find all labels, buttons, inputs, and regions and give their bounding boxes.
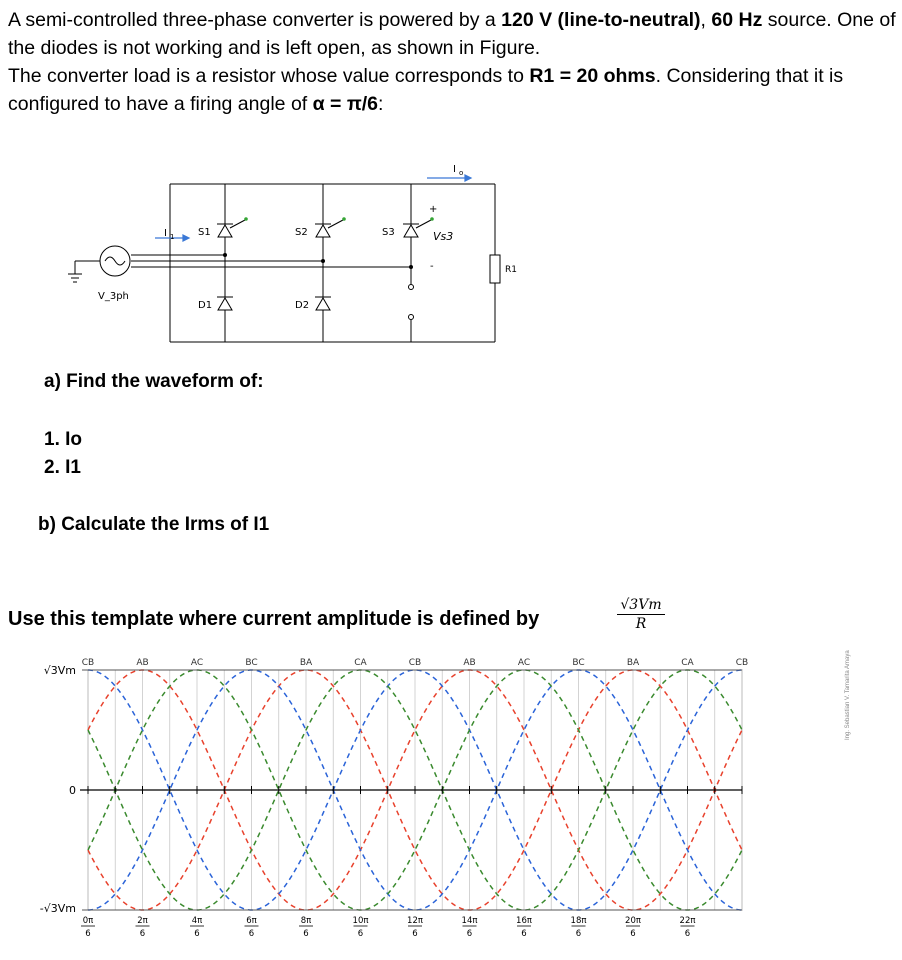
- question-a-title: a) Find the waveform of:: [44, 371, 264, 392]
- x-tick-label: 20π: [625, 916, 641, 926]
- plus-label: +: [429, 204, 438, 215]
- s1-label: S1: [198, 227, 211, 238]
- x-tick-label: 4π: [191, 916, 203, 926]
- x-tick-label: 14π: [461, 916, 478, 926]
- top-label: BA: [626, 658, 640, 668]
- d1-label: D1: [198, 300, 213, 311]
- s3-label: S3: [382, 227, 395, 238]
- top-label: CA: [681, 658, 694, 668]
- top-label: BC: [245, 658, 258, 668]
- x-tick-label: 22π: [679, 916, 696, 926]
- top-label: CA: [354, 658, 367, 668]
- y-tick-label: 0: [69, 784, 76, 797]
- fraction-denominator: R: [635, 616, 647, 632]
- x-tick-denominator: 6: [412, 929, 418, 939]
- x-tick-label: 16π: [516, 916, 532, 926]
- amplitude-fraction: [617, 597, 665, 632]
- d2-label: D2: [295, 300, 310, 311]
- problem-statement: [8, 6, 898, 118]
- top-label: AC: [190, 658, 204, 668]
- io-sub: o: [459, 169, 464, 177]
- top-label: CB: [735, 658, 749, 668]
- x-tick-denominator: 6: [630, 929, 636, 939]
- y-tick-label: √3Vm: [43, 664, 76, 677]
- source-frequency: 60 Hz: [711, 9, 763, 31]
- question-a-list: [44, 426, 82, 482]
- x-tick-label: 18π: [570, 916, 587, 926]
- firing-angle: α = π/6: [312, 93, 379, 115]
- x-tick-denominator: 6: [303, 929, 309, 939]
- top-label: AC: [517, 658, 531, 668]
- minus-label: -: [430, 261, 434, 272]
- top-label: CB: [408, 658, 422, 668]
- template-instruction: Use this template where current amplitude is defined by: [8, 608, 540, 630]
- list-item: 1. Io: [44, 429, 83, 450]
- watermark: Ing. Sebastian V. Tamarita Amaya: [845, 650, 851, 740]
- x-tick-denominator: 6: [521, 929, 527, 939]
- i1-sub: 1: [170, 233, 175, 241]
- x-tick-denominator: 6: [357, 929, 364, 939]
- y-tick-label: -√3Vm: [39, 902, 76, 915]
- x-tick-label: 0π: [82, 916, 94, 926]
- x-tick-label: 2π: [137, 916, 148, 926]
- x-tick-denominator: 6: [85, 929, 91, 939]
- s2-label: S2: [295, 227, 308, 238]
- top-label: AB: [463, 658, 476, 668]
- x-tick-label: 10π: [352, 916, 369, 926]
- x-tick-label: 12π: [407, 916, 423, 926]
- intro-text-1: A semi-controlled three-phase converter is powered by a: [8, 9, 502, 31]
- list-item: 2. I1: [44, 457, 81, 478]
- top-label: BA: [299, 658, 313, 668]
- top-label: CB: [81, 658, 95, 668]
- template-chart: [0, 650, 902, 960]
- io-label: I: [453, 164, 456, 175]
- vs3-label: Vs3: [433, 230, 454, 243]
- x-tick-label: 6π: [246, 916, 257, 926]
- x-tick-denominator: 6: [684, 929, 691, 939]
- x-tick-denominator: 6: [139, 929, 146, 939]
- question-b-title: b) Calculate the Irms of I1: [38, 514, 270, 535]
- intro-text-2: source. One of the diodes is not working and is left open, as shown in Figure.: [8, 9, 896, 59]
- r1-label: R1: [505, 265, 517, 275]
- top-label: BC: [572, 658, 585, 668]
- fraction-numerator: √3Vm: [617, 597, 665, 615]
- x-tick-denominator: 6: [466, 929, 473, 939]
- intro-text-3: The converter load is a resistor whose value corresponds to: [8, 65, 530, 87]
- intro-sep: ,: [700, 9, 712, 31]
- i1-label: I: [164, 228, 167, 239]
- source-label: V_3ph: [98, 291, 129, 302]
- intro-text-4: . Considering that it is configured to have a firing angle of: [8, 65, 844, 115]
- intro-colon: :: [378, 93, 384, 115]
- x-tick-denominator: 6: [194, 929, 200, 939]
- load-resistance: R1 = 20 ohms: [529, 65, 656, 87]
- top-label: AB: [136, 658, 149, 668]
- source-voltage: 120 V (line-to-neutral): [501, 9, 701, 31]
- x-tick-denominator: 6: [575, 929, 582, 939]
- x-tick-denominator: 6: [248, 929, 255, 939]
- x-tick-label: 8π: [300, 916, 312, 926]
- converter-circuit: [55, 152, 515, 352]
